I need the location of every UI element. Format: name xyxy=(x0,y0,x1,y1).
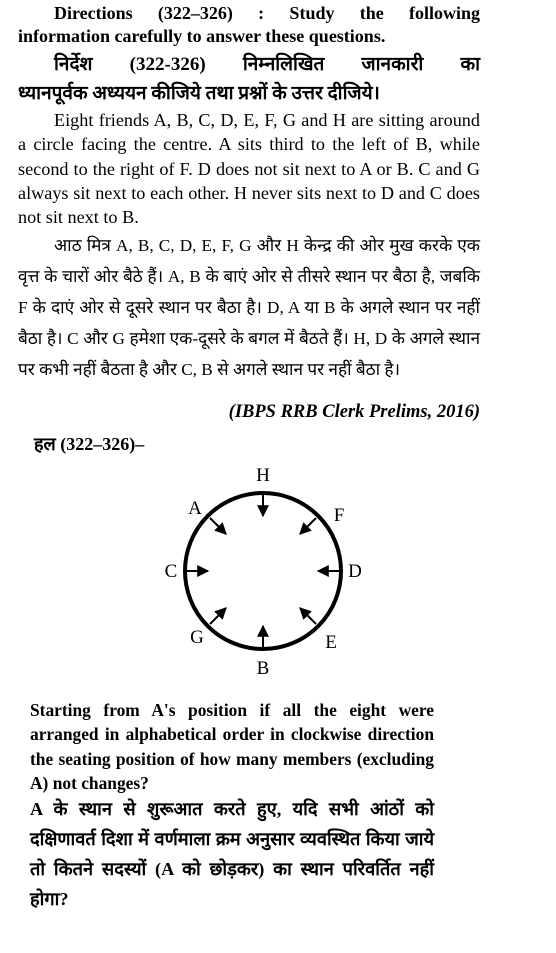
solution-heading: हल (322–326)– xyxy=(34,434,145,454)
question-english: Starting from A's position if all the eight were arranged in alphabetical order in clockwise direction the seating position of how many members (excluding A) not changes? xyxy=(30,700,434,793)
seating-circle-diagram xyxy=(150,456,380,686)
seat-left-label: C xyxy=(164,561,178,582)
seat-top-right-label: F xyxy=(333,505,345,526)
arrow-bottom-right xyxy=(300,608,316,624)
directions-hindi xyxy=(18,50,480,108)
arrow-top-left xyxy=(210,518,226,534)
arrow-top-right xyxy=(300,518,316,534)
seat-right-label: D xyxy=(348,561,362,582)
directions-english xyxy=(18,2,480,48)
arrow-bottom-left xyxy=(210,608,226,624)
passage-english: Eight friends A, B, C, D, E, F, G and H are sitting around a circle facing the centre. A sits third to the left of B, while second to the right of F. D does not sit next to A or B. C and G always sit next to each other. H never sits next to D and C does not sit next to B. xyxy=(18,110,480,228)
question-hindi: A के स्थान से शुरूआत करते हुए, यदि सभी आंठों को दक्षिणावर्त दिशा में वर्णमाला क्रम अनुसार व्यवस्थित किया जाये तो कितने सदस्यों (A को छोड़कर) का स्थान परिवर्तित नहीं होगा? xyxy=(30,799,434,909)
directions-english-line1: Directions (322–326) : Study the following xyxy=(54,3,480,23)
exam-source: (IBPS RRB Clerk Prelims, 2016) xyxy=(228,402,480,422)
seat-top-label: H xyxy=(256,465,270,486)
seat-bottom-right-label: E xyxy=(325,632,337,653)
seating-circle xyxy=(185,493,341,649)
seat-top-left-label: A xyxy=(188,498,202,519)
seat-bottom-label: B xyxy=(256,658,270,679)
directions-hindi-line1: निर्देश (322-326) निम्नलिखित जानकारी का xyxy=(54,54,480,75)
directions-english-line2: information carefully to answer these questions. xyxy=(18,26,386,46)
passage-hindi: आठ मित्र A, B, C, D, E, F, G और H केन्द्र की ओर मुख करके एक वृत्त के चारों ओर बैठे हैं। A, B के बाएं ओर से तीसरे स्थान पर बैठा है, जबकि F के दाएं ओर से दूसरे स्थान पर बैठा है। D, A या B के अगले स्थान पर नहीं बैठा है। C और G हमेशा एक-दूसरे के बगल में बैठते हैं। H, D के अगले स्थान पर कभी नहीं बैठता है और C, B से अगले स्थान पर नहीं बैठा है। xyxy=(18,236,480,379)
directions-hindi-line2: ध्यानपूर्वक अध्ययन कीजिये तथा प्रश्नों के उत्तर दीजिये। xyxy=(18,83,380,104)
seat-bottom-left-label: G xyxy=(190,627,204,648)
